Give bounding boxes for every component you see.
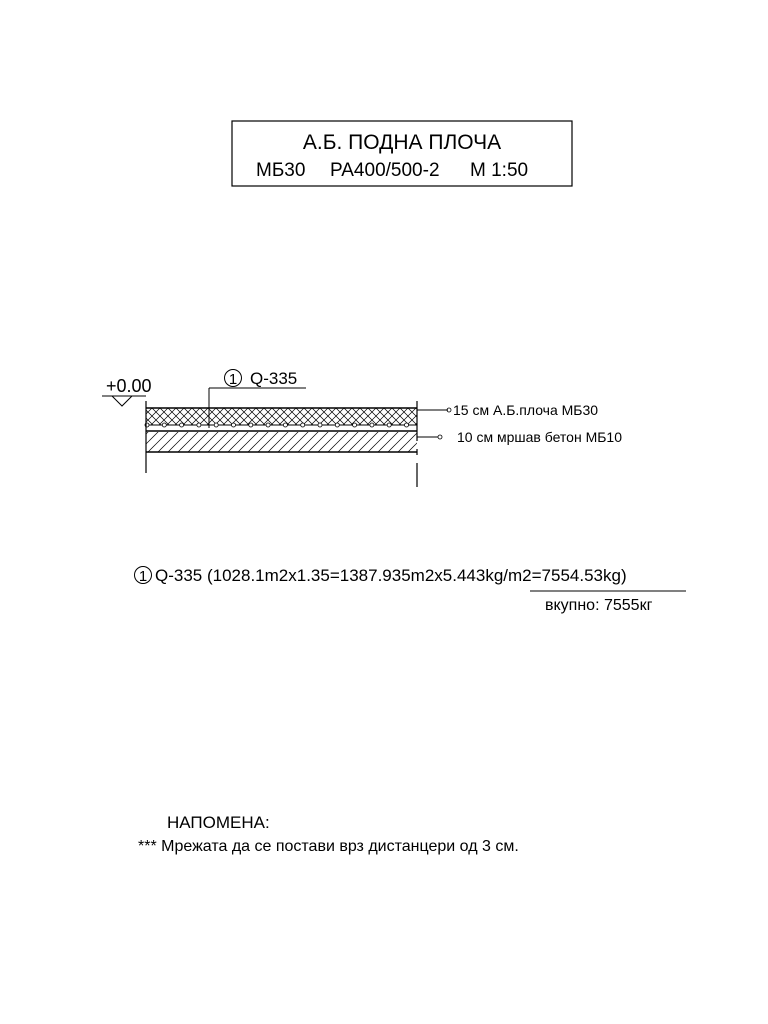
rebar-dot xyxy=(232,423,236,427)
spec-formula: Q-335 (1028.1m2x1.35=1387.935m2x5.443kg/m2=7554.53kg) xyxy=(155,566,627,585)
drawing-scale: M 1:50 xyxy=(470,160,529,181)
layer2-leader-dot xyxy=(438,435,442,439)
rebar-dot xyxy=(405,423,409,427)
rebar-dot xyxy=(387,423,391,427)
rebar-dot xyxy=(353,423,357,427)
rebar-grade: PA400/500-2 xyxy=(330,160,440,181)
mesh-marker-number: 1 xyxy=(228,371,238,388)
title-text: А.Б. ПОДНА ПЛОЧА xyxy=(302,131,502,154)
title-block xyxy=(232,121,572,186)
rebar-dot xyxy=(197,423,201,427)
rebar-dot xyxy=(283,423,287,427)
rebar-dot xyxy=(318,423,322,427)
spec-marker-number: 1 xyxy=(138,568,148,585)
mesh-label: Q-335 xyxy=(250,369,298,388)
slab-layer-hatch xyxy=(146,408,417,425)
note-heading: НАПОМЕНА: xyxy=(167,813,270,832)
rebar-dot xyxy=(266,423,270,427)
rebar-dot xyxy=(180,423,184,427)
specification xyxy=(135,566,687,614)
layer2-label: 10 см мршав бетон МБ10 xyxy=(457,429,622,445)
layer1-label: 15 см А.Б.плоча МБ30 xyxy=(453,402,599,418)
rebar-dot xyxy=(214,423,218,427)
concrete-grade: МБ30 xyxy=(256,160,306,181)
level-mark-triangle xyxy=(112,396,132,406)
note-text: *** Мрежата да се постави врз дистанцери од 3 см. xyxy=(138,838,519,855)
rebar-dot xyxy=(370,423,374,427)
level-mark-text: +0.00 xyxy=(106,376,152,396)
rebar-dot xyxy=(249,423,253,427)
rebar-dot xyxy=(335,423,339,427)
rebar-dot xyxy=(301,423,305,427)
rebar-dot xyxy=(162,423,166,427)
slab-section xyxy=(102,369,622,487)
lean-concrete-hatch xyxy=(146,432,417,452)
note xyxy=(138,813,519,855)
spec-total: вкупно: 7555кг xyxy=(545,597,653,614)
